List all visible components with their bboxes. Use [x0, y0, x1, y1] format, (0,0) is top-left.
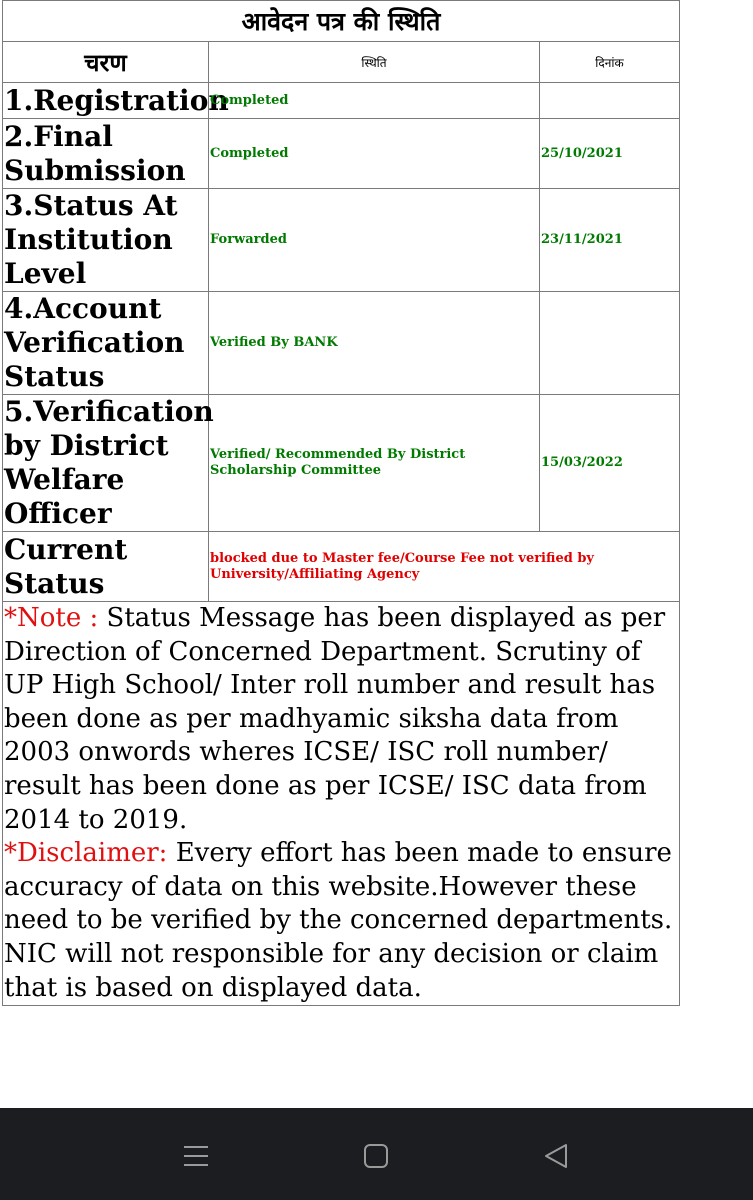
back-button[interactable] — [536, 1136, 576, 1176]
current-status-label: Current Status — [3, 532, 209, 602]
page-title: आवेदन पत्र की स्थिति — [3, 1, 680, 42]
stage-cell: 4.Account Verification Status — [3, 292, 209, 395]
note-cell — [3, 602, 680, 1006]
column-header-stage: चरण — [3, 42, 209, 83]
status-cell: Verified By BANK — [209, 292, 540, 395]
table-row — [3, 395, 680, 532]
home-button[interactable] — [356, 1136, 396, 1176]
stage-cell: 1.Registration — [4, 83, 229, 117]
date-cell: 15/03/2022 — [540, 395, 680, 532]
recent-apps-icon — [182, 1142, 210, 1170]
note-row — [3, 602, 680, 1006]
status-cell: Verified/ Recommended By District Scholarship Committee — [209, 395, 540, 532]
note-label: *Note : — [4, 603, 99, 633]
date-cell: 25/10/2021 — [540, 119, 680, 189]
back-icon — [542, 1142, 570, 1170]
stage-cell: 3.Status At Institution Level — [3, 189, 209, 292]
system-navigation-bar — [0, 1108, 753, 1200]
recent-apps-button[interactable] — [176, 1136, 216, 1176]
table-row — [3, 83, 680, 119]
column-header-status: स्थिति — [209, 42, 540, 83]
title-row — [3, 1, 680, 42]
current-status-value: blocked due to Master fee/Course Fee not verified by University/Affiliating Agency — [209, 532, 680, 602]
date-cell — [540, 292, 680, 395]
status-cell: Completed — [209, 119, 540, 189]
stage-cell: 5.Verification by District Welfare Officer — [4, 395, 214, 530]
status-cell: Forwarded — [209, 189, 540, 292]
disclaimer-label: *Disclaimer: — [4, 838, 168, 869]
header-row — [3, 42, 680, 83]
disclaimer-text: Every effort has been made to ensure accuracy of data on this website.However these need to be verified by the concerned departments. NIC will not responsible for any decision or claim that is based on displayed data. — [4, 838, 673, 1003]
date-cell: 23/11/2021 — [540, 189, 680, 292]
table-row — [3, 292, 680, 395]
column-header-date: दिनांक — [540, 42, 680, 83]
table-row — [3, 119, 680, 189]
current-status-row — [3, 532, 680, 602]
note-text: Status Message has been displayed as per Direction of Concerned Department. Scrutiny of UP High School/ Inter roll number and result has been done as per madhyamic siksha data from 2003 onwords wheres ICSE/ ISC roll number/ result has been done as per ICSE/ ISC data from 2014 to 2019. — [4, 603, 666, 835]
stage-cell: 2.Final Submission — [3, 119, 209, 189]
status-cell: Completed — [209, 83, 540, 119]
status-table — [2, 0, 680, 1006]
application-status-panel — [2, 0, 679, 1006]
home-icon — [362, 1142, 390, 1170]
table-row — [3, 189, 680, 292]
date-cell — [540, 83, 680, 119]
